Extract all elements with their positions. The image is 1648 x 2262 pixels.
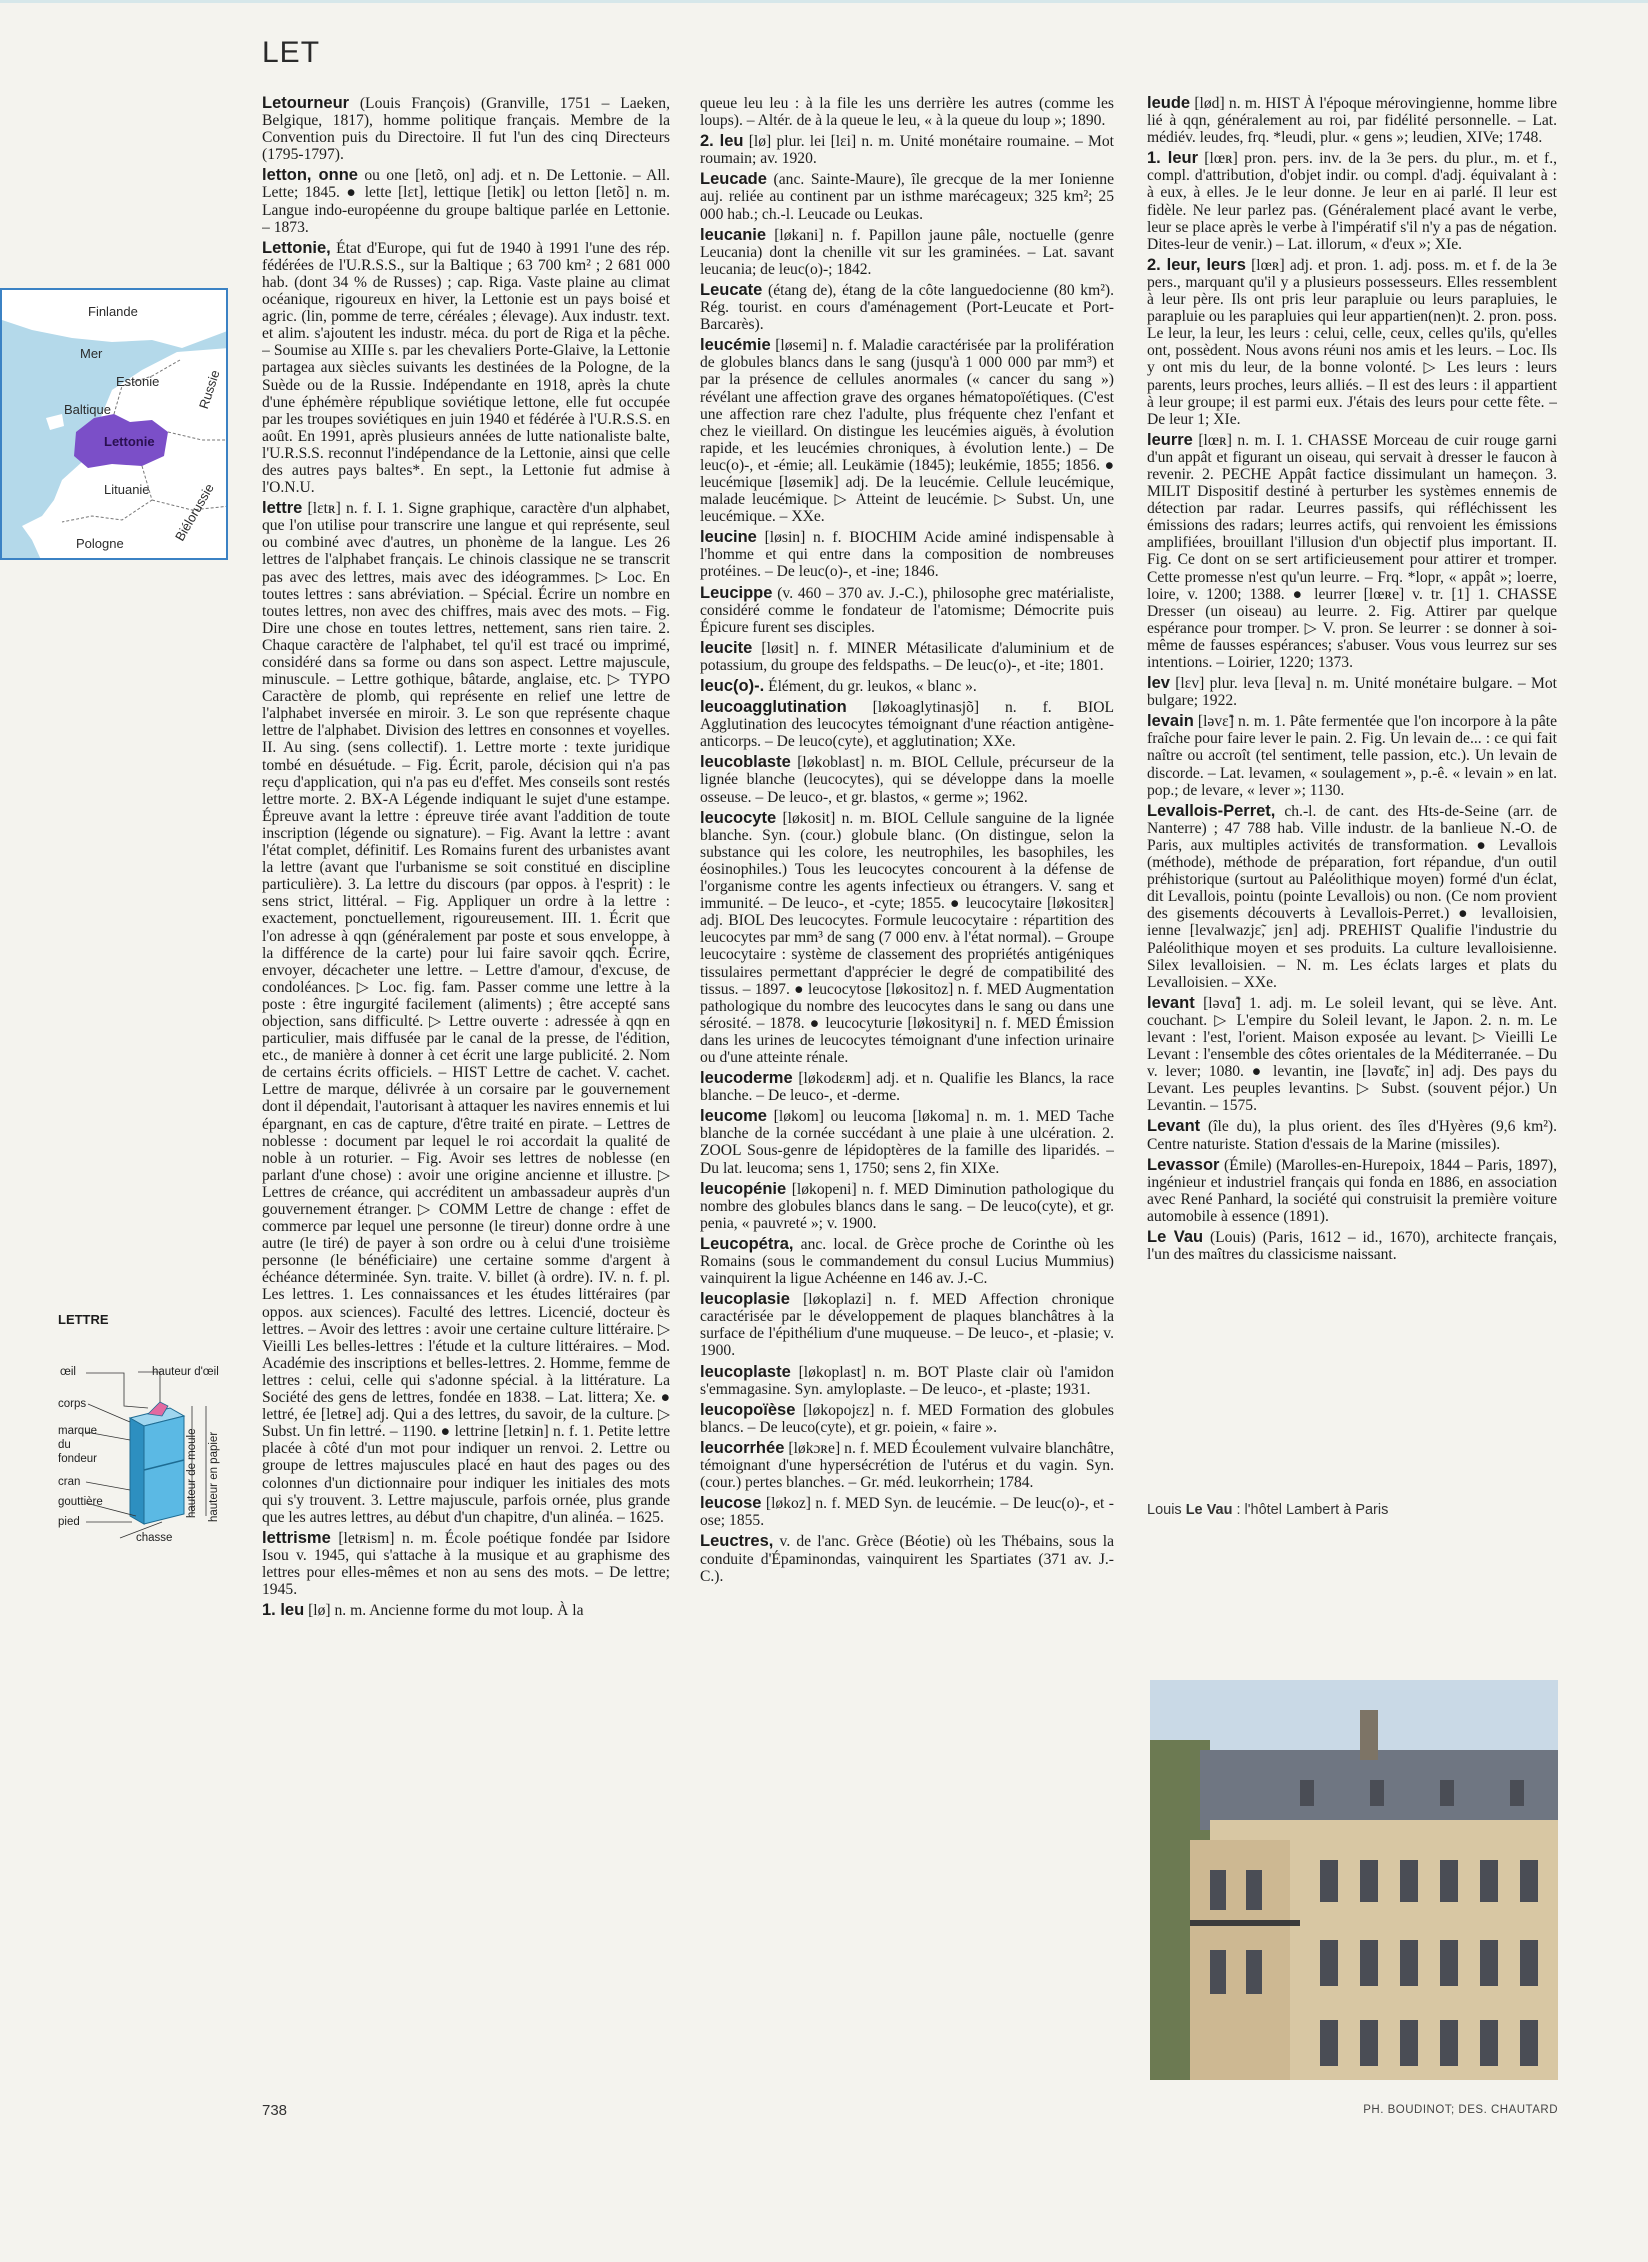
- entry-definition: (v. 460 – 370 av. J.-C.), philosophe grec matérialiste, considéré comme le fondateur de l'atomisme; Démocrite puis Épicure furent ses disciples.: [700, 584, 1114, 636]
- entry-headword: leucanie: [700, 225, 767, 244]
- entry-definition: [løkopeni] n. f. MED Diminution pathologique du nombre des globules blancs dans le sang. – De leuco(cyte), et gr. penia, « pauvreté »; v. 1900.: [700, 1180, 1114, 1232]
- diagram-label-hauteur-oeil: hauteur d'œil: [152, 1366, 219, 1378]
- dictionary-entry: [700, 1533, 1114, 1584]
- dictionary-entry: [700, 1070, 1114, 1104]
- entry-headword: levain: [1147, 712, 1194, 731]
- map-lettonie: [0, 288, 228, 560]
- dictionary-entry: [700, 282, 1114, 333]
- dictionary-entry: [700, 1402, 1114, 1436]
- map-label-bielorussie: Biélorussie: [172, 480, 217, 544]
- top-rule: [0, 0, 1648, 3]
- diagram-label-cran: cran: [58, 1476, 81, 1488]
- dictionary-entry: [1147, 803, 1557, 991]
- dictionary-entry: [700, 1108, 1114, 1176]
- dictionary-entry: [262, 240, 670, 496]
- photo-chimney: [1360, 1710, 1378, 1760]
- entry-definition: ch.-l. de cant. des Hts-de-Seine (arr. de Nanterre) ; 47 788 hab. Ville industr. de la banlieue N.-O. de Paris, aux multiples activités de transformation. ● Levallois (méthode), méthode de préparation, fort répandue, d'un outil préhistorique (surtout au Paléolithique moyen) formé d'un éclat, dit Levallois, pointu (pointe Levallois) ou non. (Ce nom provient des gisements découverts à Levallois-Perret.) ● levalloisien, ienne [levalwazjɛ̃, jɛn] adj. PREHIST Qualifie l'industrie du Paléolithique moyen et ses produits. La culture levalloisienne. Silex levalloisien. – N. m. Les éclats larges et plats du Levalloisien. – XXe.: [1147, 802, 1557, 991]
- entry-definition: (étang de), étang de la côte languedocienne (80 km²). Rég. tourist. en cours d'aménagement (Port-Leucate et Port-Barcarès).: [700, 281, 1114, 334]
- dictionary-entry: [1147, 1229, 1557, 1263]
- photo-hotel-lambert: [1150, 1680, 1558, 2080]
- entry-definition: [løsemi] n. f. Maladie caractérisée par la prolifération de globules blancs dans le sang (jusqu'à 1 000 000 par mm³) et par la présence de cellules anormales (« cancer du sang ») révélant une affection grave des organes hématopoïétiques. (C'est une affection rare chez l'adulte, plus fréquente chez l'enfant et chez le vieillard. On distingue les leucémies aiguës, à évolution rapide, et les leucémies chroniques, à évolution lente.) – De leuc(o)-, et -émie; all. Leukämie (1845); leukémie, 1855; 1856. ● leucémique [løsemik] adj. De la leucémie. Cellule leucémique, malade leucémique. ▷ Atteint de leucémie. ▷ Subst. Un, une leucémique. – XXe.: [700, 337, 1114, 526]
- map-label-russie: Russie: [196, 368, 223, 411]
- entry-definition: [løkoaglytinasjõ] n. f. BIOL Agglutination des leucocytes témoignant d'une réaction antigène-anticorps. – De leuco(cyte), et agglutination; XXe.: [700, 699, 1114, 751]
- type-body-side: [144, 1416, 184, 1524]
- diagram-label-pied: pied: [58, 1516, 80, 1528]
- column-3: [1147, 95, 1557, 1535]
- entry-definition: [løkoz] n. f. MED Syn. de leucémie. – De leuc(o)-, et -ose; 1855.: [700, 1495, 1114, 1530]
- caption-rest: : l'hôtel Lambert à Paris: [1232, 1502, 1389, 1518]
- entry-definition: [ləvɛ̃] n. m. 1. Pâte fermentée que l'on incorpore à la pâte fraîche pour faire lever le pain. 2. Fig. Un levain de... : ce qui fait naître ou accroît (tel sentiment, telle passion, etc.). Un levain de discorde. – Lat. levamen, « soulagement », p.-ê. « levain » en lat. pop.; de levare, « lever »; 1130.: [1147, 713, 1557, 799]
- dictionary-entry: [262, 500, 670, 1526]
- page-number: 738: [262, 2102, 288, 2119]
- entry-definition: anc. local. de Grèce proche de Corinthe où les Romains (sous le commandement du consul Lucius Mummius) vainquirent la ligue Achéenne en 146 av. J.-C.: [700, 1235, 1114, 1288]
- entry-definition: [løkom] ou leucoma [løkoma] n. m. 1. MED Tache blanche de la cornée succédant à une plaie à une ulcération. 2. ZOOL Sous-genre de lépidoptères de la famille des liparidés. – Du lat. leucoma; sens 1, 1750; sens 2, fin XIXe.: [700, 1108, 1114, 1177]
- entry-definition: Élément, du gr. leukos, « blanc ».: [764, 678, 977, 695]
- caption-prefix: Louis: [1147, 1502, 1182, 1518]
- entry-definition: [løkani] n. f. Papillon jaune pâle, noctuelle (genre Leucania) dont la chenille vit sur les graminées. – Lat. savant leucania; de leuc(o)-; 1842.: [700, 226, 1114, 278]
- dictionary-entry: [700, 1291, 1114, 1359]
- map-label-pologne: Pologne: [76, 536, 124, 551]
- entry-definition: [ləvɑ̃] 1. adj. m. Le soleil levant, qui se lève. Ant. couchant. ▷ L'empire du Soleil levant, le Japon. 2. n. m. Le levant : l'est, l'orient. Maison exposée au levant. ▷ Vieilli Le Levant : l'ensemble des côtes orientales de la Méditerranée. – Du v. lever; 1080. ● levantin, ine [ləvɑ̃tɛ̃, in] adj. Des pays du Levant. Les peuples levantins. ▷ Subst. (souvent péjor.) Un Levantin. – 1575.: [1147, 994, 1557, 1115]
- dictionary-entry: [700, 678, 1114, 695]
- entry-definition: [lɛtʀ] n. f. I. 1. Signe graphique, caractère d'un alphabet, que l'on utilise pour transcrire une langue et qui représente, seul ou combiné avec d'autres, un phonème de la langue. Les 26 lettres de l'alphabet français. Le chinois classique ne se transcrit pas avec des lettres, mais avec des idéogrammes. ▷ Loc. En toutes lettres : sans abréviation. – Spécial. Écrire un nombre en toutes lettres, non avec des chiffres, mais avec des mots. – Fig. Dire une chose en toutes lettres, nettement, sans rien taire. 2. Chaque caractère de l'alphabet, tel qu'il est tracé ou imprimé, considéré dans sa forme ou dans son aspect. Lettre majuscule, minuscule. – Lettre gothique, bâtarde, anglaise, etc. ▷ TYPO Caractère de plomb, qui représente en relief une lettre de l'alphabet inversée en miroir. 3. Le son que représente chaque lettre de l'alphabet. Division des lettres en consonnes et voyelles. II. Au sing. (sens collectif). 1. Lettre morte : texte juridique tombé en désuétude. – Fig. Écrit, parole, décision qui n'a pas reçu d'application, qui n'a pas eu d'effet. Mes conseils sont restés lettre morte. 2. BX-A Légende indiquant le sujet d'une estampe. Épreuve avant la lettre : épreuve tirée avant l'addition de toute inscription (légende ou signature). – Fig. Avant la lettre : avant l'état complet, définitif. Les Romains furent des urbanistes avant la lettre (avant que l'urbanisme se soit constitué en discipline particulière). 3. La lettre du discours (par oppos. à l'esprit) : le sens strict, littéral. – Fig. Appliquer un ordre à la lettre : exactement, ponctuellement, rigoureusement. III. 1. Écrit que l'on adresse à qqn (généralement par poste et sous enveloppe, à la différence de la carte) pour lui faire savoir qqch. Écrire, envoyer, décacheter une lettre. – Lettre d'amour, d'excuse, de condoléances. ▷ Loc. fig. fam. Passer comme une lettre à la poste : être ingurgité facilement (aliments) ; être accepté sans objection, sans difficulté. ▷ Lettre ouverte : adressée à qqn en particulier, mais diffusée par le canal de la presse, de l'édition, etc., de manière à donner à cet écrit une large publicité. 2. Nom de certains écrits officiels. – HIST Lettre de cachet. V. cachet. Lettre de marque, délivrée à un corsaire par le gouvernement dont il dépendait, l'autorisant à attaquer les navires ennemis et lui épargnant, en cas de capture, d'être traité en pirate. – Lettres de noblesse : document par lequel le roi accordait la qualité de noble à un roturier. – Fig. Avoir ses lettres de noblesse (en parlant d'une chose) : avoir une origine ancienne et illustre. ▷ Lettres de créance, qui accréditent un ambassadeur auprès d'un gouvernement étranger. ▷ COMM Lettre de change : effet de commerce par lequel une personne (le tireur) donne ordre à une autre (le tiré) de payer à son ordre ou à celui d'une troisième personne (le bénéficiaire) une certaine somme d'argent à échéance déterminée. Syn. traite. V. billet (à ordre). IV. n. f. pl. Les lettres. 1. Les connaissances et les études littéraires (par oppos. aux sciences). Faculté des lettres. Licencié, docteur ès lettres. – Avoir des lettres : avoir une certaine culture littéraire. ▷ Vieilli Les belles-lettres : l'étude et la culture littéraires. – Mod. Académie des inscriptions et belles-lettres. 2. Homme, femme de lettres : celui, celle qui s'adonne spécial. à la littérature. La Société des gens de lettres, fondée en 1838. – Lat. littera; Xe. ● lettré, ée [letʀe] adj. Qui a des lettres, du savoir, de la culture. ▷ Subst. Un fin lettré. – 1190. ● lettrine [letʀin] n. f. 1. Petite lettre placée à côté d'un mot pour indiquer un renvoi. 2. Lettre ou groupe de lettres majuscules placé en haut des pages ou des colonnes d'un dictionnaire pour indiquer les initiales des mots qui s'y trouvent. 3. Lettre majuscule, parfois ornée, plus grande que les autres lettres, au début d'un chapitre, d'un alinéa. – 1625.: [262, 500, 670, 1526]
- entry-headword: leucoagglutination: [700, 698, 847, 717]
- page-header: LET: [262, 36, 321, 69]
- dictionary-entry: [700, 640, 1114, 674]
- entry-definition: (Louis) (Paris, 1612 – id., 1670), architecte français, l'un des maîtres du classicisme naissant.: [1147, 1229, 1557, 1264]
- entry-headword: leucopénie: [700, 1179, 787, 1198]
- entry-definition: [lœʀ] pron. pers. inv. de la 3e pers. du plur., m. et f., compl. d'attribution, d'objet indir. ou compl. d'adj. équivalant à : à eux, à elles. Je le leur donne. Je leur en ai parlé. Il leur est fidèle. Ne leur parlez pas. (Généralement placé avant le verbe, leur se place après le verbe à l'impératif s'il n'y a pas de négation. Dites-leur de venir.) – Lat. illorum, « d'eux »; XIe.: [1147, 150, 1557, 253]
- entry-headword: leucoderme: [700, 1069, 793, 1088]
- diagram-label-marque: marque du fondeur: [58, 1425, 98, 1465]
- entry-definition: [løkoplast] n. m. BOT Plaste clair où l'amidon s'emmagasine. Syn. amyloplaste. – De leuco-, et -plaste; 1931.: [700, 1363, 1114, 1398]
- entry-definition: (anc. Sainte-Maure), île grecque de la mer Ionienne auj. reliée au continent par un isthme marécageux; 325 km²; 25 000 hab.; ch.-l. Leucade ou Leukas.: [700, 171, 1114, 223]
- dictionary-entry: [700, 133, 1114, 167]
- entry-definition: [lœʀ] adj. et pron. 1. adj. poss. m. et f. de la 3e pers., marquant qu'il y a plusieurs possesseurs. Elles ressemblent à leur père. Ils ont pris leur parapluie ou leurs parapluies, le parapluie ou les parapluies qui leur appartien(nen)t. 2. pron. poss. Le leur, la leur, les leurs : celui, celle, ceux, celles qu'ils, qu'elles ont, possèdent. Nous avons réuni nos amis et les leurs. – Loc. Ils y ont mis du leur, de la bonne volonté. ▷ Les leurs : leurs parents, leurs proches, leurs alliés. – Il est des leurs : il appartient à leur groupe; il est parmi eux. J'étais des leurs pour cette fête. – De leur 1; XIe.: [1147, 256, 1557, 428]
- entry-headword: Leucippe: [700, 583, 773, 602]
- caption-name: Le Vau: [1185, 1502, 1233, 1518]
- photo-illustration: [1150, 1680, 1558, 2080]
- dictionary-entry: [262, 1530, 670, 1598]
- map-label-estonie: Estonie: [116, 374, 160, 389]
- dictionary-entry: [1147, 713, 1557, 798]
- entry-definition: [løkosit] n. m. BIOL Cellule sanguine de la lignée blanche. Syn. (cour.) globule blanc. (On distingue, selon la substance qui les colore, les neutrophiles, les basophiles, les éosinophiles.) Tous les leucocytes concourent à la défense de l'organisme contre les agents infectieux ou étrangers. V. sang et immunité. – De leuco-, et -cyte; 1855. ● leucocytaire [løkositɛʀ] adj. BIOL Des leucocytes. Formule leucocytaire : répartition des leucocytes par mm³ de sang (7 000 env. à l'état normal). – Groupe leucocytaire : système de classement des propriétés antigéniques tissulaires permettant d'apprécier le degré de compatibilité des tissus. – 1897. ● leucocytose [løkositoz] n. f. MED Augmentation pathologique du nombre des leucocytes dans le sang ou dans une sérosité. – 1878. ● leucocyturie [løkosityʀi] n. f. MED Émission dans les urines de leucocytes témoignant d'une infection urinaire ou d'une atteinte rénale.: [700, 809, 1114, 1066]
- entry-definition: (Émile) (Marolles-en-Hurepoix, 1844 – Paris, 1897), ingénieur et industriel français qui fonda en 1886, en association avec René Panhard, la société qui construisit la première voiture automobile à essence (1891).: [1147, 1156, 1557, 1225]
- entry-headword: lettre: [262, 499, 303, 518]
- map-label-lituanie: Lituanie: [104, 482, 150, 497]
- dictionary-entry: [700, 754, 1114, 805]
- diagram-label-gouttiere: gouttière: [58, 1496, 103, 1508]
- entry-definition: [lɛv] plur. leva [leva] n. m. Unité monétaire bulgare. – Mot bulgare; 1922.: [1147, 675, 1557, 710]
- dictionary-entry: [700, 95, 1114, 129]
- entry-headword: leucocyte: [700, 808, 777, 827]
- entry-headword: Leuctres,: [700, 1532, 774, 1551]
- entry-headword: leucoplaste: [700, 1362, 791, 1381]
- entry-headword: lev: [1147, 674, 1170, 693]
- dictionary-entry: [700, 1236, 1114, 1287]
- entry-headword: leucorrhée: [700, 1438, 785, 1457]
- map-label-finlande: Finlande: [88, 304, 138, 319]
- entry-headword: leucopoïèse: [700, 1400, 796, 1419]
- entry-headword: Leucate: [700, 280, 763, 299]
- entry-headword: lettrisme: [262, 1528, 331, 1547]
- diagram-label-oeil: œil: [60, 1366, 76, 1378]
- entry-definition: v. de l'anc. Grèce (Béotie) où les Thébains, sous la conduite d'Épaminondas, vainquirent les Spartiates (371 av. J.-C.).: [700, 1533, 1114, 1585]
- dictionary-entry: [700, 1364, 1114, 1398]
- dictionary-entry: [262, 1602, 670, 1619]
- entry-definition: (Louis François) (Granville, 1751 – Laeken, Belgique, 1817), homme politique français. Membre de la Convention puis du Directoire. Il fut l'un des cinq Directeurs (1795-1797).: [262, 95, 670, 164]
- dictionary-entry: [700, 810, 1114, 1066]
- entry-headword: leucoblaste: [700, 753, 791, 772]
- dictionary-entry: [1147, 1118, 1557, 1152]
- dictionary-entry: [262, 95, 670, 163]
- entry-definition: ou one [letõ, on] adj. et n. De Lettonie. – All. Lette; 1845. ● lette [lɛt], lettique [letik] ou letton [letõ] n. m. Langue indo-européenne du groupe baltique parlée en Lettonie. – 1873.: [262, 167, 670, 236]
- type-body-front: [130, 1418, 144, 1524]
- entry-headword: Le Vau: [1147, 1228, 1204, 1246]
- map-label-baltique: Baltique: [64, 402, 111, 417]
- entry-headword: leude: [1147, 95, 1191, 112]
- entry-headword: leucémie: [700, 336, 771, 355]
- entry-headword: Leucade: [700, 170, 767, 189]
- diagram-label-hauteur-moule: hauteur de moule: [186, 1428, 198, 1518]
- dictionary-entry: [700, 171, 1114, 222]
- dictionary-entry: [262, 167, 670, 235]
- photo-tower: [1190, 1840, 1290, 2080]
- entry-definition: [løkodɛʀm] adj. et n. Qualifie les Blancs, la race blanche. – De leuco-, et -derme.: [700, 1070, 1114, 1105]
- column-2: [700, 95, 1114, 2105]
- entry-headword: leucose: [700, 1494, 762, 1513]
- entry-headword: letton, onne: [262, 166, 358, 185]
- map-label-lettonie: Lettonie: [104, 434, 155, 449]
- photo-caption: [1147, 1502, 1557, 1518]
- entry-definition: [løkɔʀe] n. f. MED Écoulement vulvaire blanchâtre, témoignant d'une hypersécrétion de l'utérus et du vagin. Syn. (cour.) pertes blanches. – Gr. méd. leukorrhein; 1784.: [700, 1439, 1114, 1492]
- entry-headword: leurre: [1147, 430, 1193, 449]
- dictionary-entry: [700, 585, 1114, 636]
- entry-definition: [løsin] n. f. BIOCHIM Acide aminé indispensable à l'homme et qui entre dans la composition de nombreuses protéines. – De leuc(o)-, et -ine; 1846.: [700, 529, 1114, 581]
- dictionary-entry: [1147, 1157, 1557, 1225]
- entry-definition: [løkopojɛz] n. f. MED Formation des globules blancs. – De leuco(cyte), et gr. poiein, « faire ».: [700, 1401, 1114, 1436]
- entry-definition: [løsit] n. f. MINER Métasilicate d'aluminium et de potassium, du groupe des feldspaths. – De leuc(o)-, et -ite; 1801.: [700, 639, 1114, 674]
- dictionary-entry: [1147, 257, 1557, 428]
- dictionary-entry: [700, 529, 1114, 580]
- dictionary-entry: [700, 227, 1114, 278]
- dictionary-entry: [1147, 95, 1557, 146]
- dictionary-entry: [700, 1495, 1114, 1529]
- entry-definition: [lø] plur. lei [lɛi] n. m. Unité monétaire roumaine. – Mot roumain; av. 1920.: [700, 133, 1114, 168]
- lettre-diagram: [56, 1310, 246, 1600]
- entry-headword: leucome: [700, 1107, 767, 1126]
- entry-headword: levant: [1147, 993, 1195, 1012]
- entry-headword: Levant: [1147, 1117, 1201, 1136]
- entry-definition: [løkoplazi] n. f. MED Affection chronique caractérisée par le développement de plaques blanchâtres à la surface de l'épithélium d'une muqueuse. – De leuco-, et -plasie; v. 1900.: [700, 1291, 1114, 1360]
- dictionary-entry: [1147, 675, 1557, 709]
- entry-headword: Letourneur: [262, 95, 350, 112]
- entry-headword: Lettonie,: [262, 238, 331, 257]
- dictionary-entry: [1147, 150, 1557, 253]
- entry-definition: [løkoblast] n. m. BIOL Cellule, précurseur de la lignée blanche (leucocytes), qui se développe dans la moelle osseuse. – De leuco-, et gr. blastos, « germe »; 1962.: [700, 754, 1114, 806]
- map-label-mer: Mer: [80, 346, 103, 361]
- entry-headword: Leucopétra,: [700, 1234, 794, 1253]
- entry-headword: leucoplasie: [700, 1290, 790, 1309]
- diagram-label-corps: corps: [58, 1398, 87, 1410]
- map-land-finland: [2, 290, 228, 348]
- diagram-title: LETTRE: [58, 1312, 109, 1327]
- entry-headword: Levassor: [1147, 1155, 1220, 1174]
- dictionary-entry: [1147, 995, 1557, 1115]
- photo-balcony: [1190, 1920, 1300, 1926]
- entry-headword: leucine: [700, 528, 757, 547]
- entry-definition: [lød] n. m. HIST À l'époque mérovingienne, homme libre lié à qqn, généralement au roi, par fidélité personnelle. – Lat. médiév. leudes, frq. *leudi, plur. « gens »; leudien, XIVe; 1748.: [1147, 95, 1557, 147]
- photo-credit: PH. BOUDINOT; DES. CHAUTARD: [1363, 2104, 1558, 2116]
- dictionary-entry: [700, 1440, 1114, 1491]
- entry-headword: Levallois-Perret,: [1147, 801, 1276, 820]
- entry-definition: [lœʀ] n. m. I. 1. CHASSE Morceau de cuir rouge garni d'un appât et figurant un oiseau, qui servait à dresser le faucon à revenir. 2. PECHE Appât factice dissimulant un hameçon. 3. MILIT Dispositif destiné à perturber les systèmes ennemis de détection par radar. Leurres passifs, qui réfléchissent les émissions des radars; leurres actifs, qui renvoient les émissions amplifiées, brouillant l'illusion d'un objectif plus important. II. Fig. Ce dont on se sert artificieusement pour attirer et tromper. Cette promesse n'est qu'un leurre. – Frq. *lopr, « appât »; loerre, loire, v. 1200; 1388. ● leurrer [lœʀe] v. tr. [1] 1. CHASSE Dresser (un oiseau) au leurre. 2. Fig. Attirer par quelque espérance pour tromper. ▷ V. pron. Se leurrer : se donner à soi-même de fausses espérances; s'abuser. Vous vous leurrez sur ses intentions. – Loirier, 1220; 1373.: [1147, 431, 1557, 671]
- entry-headword: leucite: [700, 638, 753, 657]
- dictionary-entry: [1147, 432, 1557, 671]
- column-1: [262, 95, 670, 2105]
- entry-definition: (île du), la plus orient. des îles d'Hyères (9,6 km²). Centre naturiste. Station d'essais de la Marine (missiles).: [1147, 1118, 1557, 1153]
- dictionary-entry: [700, 337, 1114, 525]
- diagram-label-chasse: chasse: [136, 1532, 173, 1544]
- map-island: [46, 414, 64, 430]
- entry-headword: 2. leu: [700, 132, 744, 151]
- entry-definition: État d'Europe, qui fut de 1940 à 1991 l'une des rép. fédérées de l'U.R.S.S., sur la Baltique ; 63 700 km² ; 2 681 000 hab. (dont 34 % de Russes) ; cap. Riga. Vaste plaine au climat océanique, rigoureux en hiver, la Lettonie est un pays boisé et agric. (lin, pomme de terre, céréales ; élevage). Aux industr. text. et alim. s'ajoutent les industr. méca. du port de Riga et la pêche. – Soumise au XIIIe s. par les chevaliers Porte-Glaive, la Lettonie partagea aux siècles suivants les destinées de la Pologne, de la Suède ou de la Russie. Indépendante en 1918, après la chute d'une éphémère république soviétique lettone, elle fut occupée par les troupes soviétiques en juin 1940 et fédérée à l'U.R.S.S. en août. En 1991, après plusieurs années de lutte nationaliste balte, l'U.R.S.S. reconnut l'indépendance de la Lettonie, ainsi que celle des autres pays baltes*. En sept., la Lettonie fut admise à l'O.N.U.: [262, 239, 670, 497]
- entry-headword: 1. leu: [262, 1601, 305, 1620]
- diagram-label-hauteur-papier: hauteur en papier: [208, 1431, 220, 1522]
- entry-headword: 2. leur, leurs: [1147, 255, 1246, 274]
- dictionary-entry: [700, 1181, 1114, 1232]
- entry-definition: [lø] n. m. Ancienne forme du mot loup. À la: [304, 1602, 584, 1620]
- entry-definition: [letʀism] n. m. École poétique fondée par Isidore Isou v. 1945, qui s'attache à la musique et au graphisme des lettres pour elles-mêmes et non au sens des mots. – De lettre; 1945.: [262, 1529, 670, 1599]
- dictionary-entry: [700, 699, 1114, 750]
- entry-headword: 1. leur: [1147, 149, 1198, 168]
- entry-headword: leuc(o)-.: [700, 677, 765, 695]
- entry-definition: queue leu leu : à la file les uns derrière les autres (comme les loups). – Altér. de à la queue le leu, « à la queue du loup »; 1890.: [700, 95, 1114, 130]
